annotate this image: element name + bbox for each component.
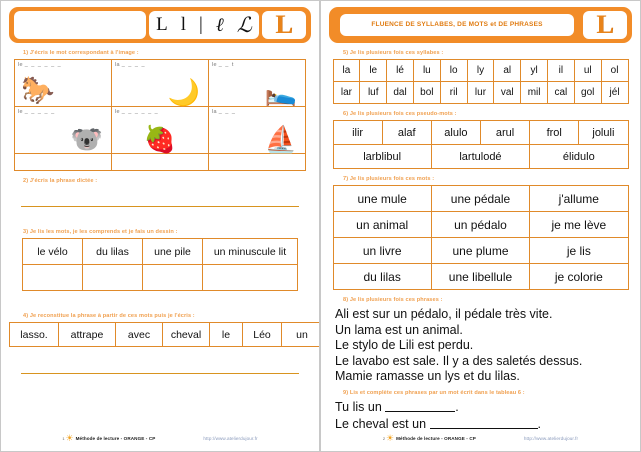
exercise-9-label: 9) Lis et complète ces phrases par un mot écrit dans le tableau 6 : — [343, 389, 525, 396]
table-row — [333, 212, 628, 238]
footer-method-name: Méthode de lecture - ORANGE - CP — [396, 436, 476, 441]
table-row — [15, 107, 306, 154]
syllable-cell[interactable]: lu — [413, 60, 440, 82]
table-row — [15, 154, 306, 171]
word-cell[interactable]: un livre — [333, 238, 431, 264]
complete-line-1-text: Tu lis un — [335, 399, 382, 414]
horse-icon: 🐎 — [21, 75, 55, 105]
exercise-6-pseudowords-table — [333, 120, 629, 169]
exercise-7-label: 7) Je lis plusieurs fois ces mots : — [343, 176, 435, 182]
word-cell[interactable]: je lis — [530, 238, 628, 264]
syllable-cell[interactable]: ul — [574, 60, 601, 82]
complete-line-1-period: . — [455, 399, 459, 414]
image-cell-koala[interactable] — [15, 107, 112, 154]
cell-prefix: la — [115, 62, 120, 68]
table-row — [333, 60, 628, 82]
syllable-cell[interactable]: ol — [601, 60, 628, 82]
word-cell[interactable]: une mule — [333, 186, 431, 212]
word-cell[interactable]: une libellule — [431, 264, 529, 290]
phrase-line: Un lama est un animal. — [335, 322, 463, 337]
table-row — [333, 145, 628, 169]
syllable-cell[interactable]: lé — [387, 60, 414, 82]
word-cell[interactable]: du lilas — [333, 264, 431, 290]
table-row — [333, 238, 628, 264]
syllable-cell[interactable]: al — [494, 60, 521, 82]
letter-l-illustration-icon: L — [583, 11, 627, 39]
answer-cell[interactable] — [15, 154, 112, 171]
image-cell-voile[interactable] — [209, 107, 306, 154]
exercise-1-label: 1) J'écris le mot correspondant à l'image : — [23, 50, 139, 56]
cell-blank: _ _ t — [218, 62, 235, 68]
table-row — [15, 60, 306, 107]
image-cell-bed[interactable] — [209, 60, 306, 107]
complete-line-2-text: Le cheval est un — [335, 416, 427, 431]
word-cell[interactable]: un minuscule lit — [203, 239, 298, 265]
word-cell[interactable]: j'allume — [530, 186, 628, 212]
drawing-cell[interactable] — [203, 265, 298, 291]
answer-cell[interactable] — [112, 154, 209, 171]
image-cell-horse[interactable] — [15, 60, 112, 107]
word-cell[interactable]: lasso. — [10, 323, 59, 347]
syllable-cell[interactable]: ril — [440, 82, 467, 104]
pseudoword-cell[interactable]: alulo — [431, 121, 480, 145]
pseudoword-cell[interactable]: lartulodé — [431, 145, 529, 169]
cell-blank: _ _ _ _ _ — [24, 109, 56, 115]
exercise-2-label: 2) J'écris la phrase dictée : — [23, 178, 98, 184]
fluence-title-wrap — [334, 11, 580, 39]
word-cell[interactable]: je me lève — [530, 212, 628, 238]
sentence-writing-line[interactable] — [21, 373, 299, 374]
exercise-5-label: 5) Je lis plusieurs fois ces syllabes : — [343, 50, 444, 56]
phrase-line: Mamie ramasse un lys et du lilas. — [335, 369, 520, 383]
syllable-cell[interactable]: cal — [548, 82, 575, 104]
exercise-4-label: 4) Je reconstitue la phrase à partir de ces mots puis je l'écris : — [23, 313, 195, 319]
right-page-footer — [321, 434, 640, 443]
image-cell-lavabo[interactable] — [112, 107, 209, 154]
word-cell[interactable]: avec — [116, 323, 163, 347]
complete-line-1 — [335, 399, 632, 416]
syllable-cell[interactable]: mil — [521, 82, 548, 104]
syllable-cell[interactable]: bol — [413, 82, 440, 104]
footer-method-name: Méthode de lecture - ORANGE - CP — [75, 436, 156, 441]
table-row — [333, 264, 628, 290]
cell-prefix: le — [18, 109, 23, 115]
exercise-5-syllables-table — [333, 59, 629, 104]
complete-line-2 — [335, 416, 632, 433]
syllable-cell[interactable]: val — [494, 82, 521, 104]
word-cell[interactable]: une pédale — [431, 186, 529, 212]
table-row — [333, 186, 628, 212]
pseudoword-cell[interactable]: frol — [530, 121, 579, 145]
syllable-cell[interactable]: lar — [333, 82, 360, 104]
pseudoword-cell[interactable]: ilir — [333, 121, 382, 145]
letter-separator: | — [199, 14, 203, 35]
letter-cursive-uppercase: ℒ — [236, 13, 252, 37]
exercise-8-label: 8) Je lis plusieurs fois ces phrases : — [343, 297, 443, 303]
cell-prefix: le — [115, 109, 120, 115]
drawing-cell[interactable] — [23, 265, 83, 291]
word-cell[interactable]: le — [210, 323, 243, 347]
phrase-line: Le stylo de Lili est perdu. — [335, 338, 474, 352]
pseudoword-cell[interactable]: arul — [480, 121, 529, 145]
word-cell[interactable]: une pile — [143, 239, 203, 265]
letter-forms-box — [149, 11, 259, 39]
phrase-line: Le lavabo est sale. Il y a des saletés dessus. — [335, 353, 583, 368]
cell-blank: _ _ _ — [218, 109, 236, 115]
word-cell[interactable]: Léo — [243, 323, 282, 347]
left-page-footer — [1, 434, 319, 443]
word-cell[interactable]: cheval — [163, 323, 210, 347]
exercise-7-words-table — [333, 185, 629, 290]
table-row — [23, 239, 298, 265]
letter-print-uppercase: L — [156, 14, 168, 35]
syllable-cell[interactable]: gol — [574, 82, 601, 104]
complete-line-1-blank[interactable] — [385, 400, 455, 412]
table-row — [333, 82, 628, 104]
word-cell[interactable]: une plume — [431, 238, 529, 264]
exercise-1-image-grid — [14, 59, 306, 171]
complete-line-2-blank[interactable] — [430, 417, 538, 429]
syllable-cell[interactable]: lur — [467, 82, 494, 104]
sun-smiley-icon: ☀ — [65, 433, 74, 443]
syllable-cell[interactable]: la — [333, 60, 360, 82]
exercise-4-words-table — [9, 322, 320, 347]
image-cell-moon[interactable] — [112, 60, 209, 107]
drawing-cell[interactable] — [143, 265, 203, 291]
fluence-title: FLUENCE DE SYLLABES, DE MOTS et DE PHRASES — [340, 14, 574, 37]
table-row — [10, 323, 321, 347]
sun-smiley-icon: ☀ — [386, 433, 395, 443]
syllable-cell[interactable]: le — [360, 60, 387, 82]
cell-blank: _ _ _ _ _ _ — [121, 109, 159, 115]
koala-icon: 🐨 — [70, 124, 103, 154]
cell-prefix: la — [212, 109, 217, 115]
word-cell[interactable]: je colorie — [530, 264, 628, 290]
table-row — [23, 265, 298, 291]
footer-url: http://www.atelierdujour.fr — [523, 436, 579, 441]
cell-blank: _ _ _ _ — [121, 62, 146, 68]
right-page — [320, 0, 641, 452]
footer-url: http://www.atelierdujour.fr — [203, 436, 258, 441]
complete-line-2-period: . — [537, 416, 542, 431]
exercise-8-phrases — [335, 307, 632, 385]
word-cell[interactable]: le vélo — [23, 239, 83, 265]
word-cell[interactable]: du lilas — [83, 239, 143, 265]
syllable-cell[interactable]: dal — [387, 82, 414, 104]
syllable-cell[interactable]: jél — [601, 82, 628, 104]
dictation-writing-line[interactable] — [21, 206, 299, 207]
right-page-header-banner — [329, 7, 632, 43]
syllable-cell[interactable]: ly — [467, 60, 494, 82]
answer-cell[interactable] — [209, 154, 306, 171]
syllable-cell[interactable]: lo — [440, 60, 467, 82]
cell-prefix: le — [212, 62, 217, 68]
word-cell[interactable]: un animal — [333, 212, 431, 238]
word-cell[interactable]: un — [282, 323, 321, 347]
exercise-3-words-table — [22, 238, 298, 291]
letter-print-lowercase: l — [180, 14, 187, 35]
word-cell[interactable]: attrape — [59, 323, 116, 347]
phrase-line: Ali est sur un pédalo, il pédale très vite. — [335, 307, 553, 321]
page-number: 1 — [62, 436, 65, 441]
voile-icon: ⛵ — [264, 124, 297, 154]
table-row — [333, 121, 628, 145]
pseudoword-cell[interactable]: élidulo — [530, 145, 628, 169]
word-cell[interactable]: un pédalo — [431, 212, 529, 238]
exercise-9-complete — [335, 399, 632, 433]
cell-blank: _ _ _ _ _ _ — [24, 62, 62, 68]
left-page — [0, 0, 320, 452]
left-page-header-banner — [9, 7, 311, 43]
syllable-cell[interactable]: il — [548, 60, 575, 82]
pseudoword-cell[interactable]: joluli — [579, 121, 628, 145]
exercise-3-label: 3) Je lis les mots, je les comprends et je fais un dessin : — [23, 229, 178, 235]
exercise-6-label: 6) Je lis plusieurs fois ces pseudo-mots : — [343, 111, 457, 117]
pseudoword-cell[interactable]: alaf — [382, 121, 431, 145]
bed-icon: 🛌 — [264, 77, 297, 107]
page-number: 2 — [382, 436, 386, 441]
drawing-cell[interactable] — [83, 265, 143, 291]
syllable-cell[interactable]: luf — [360, 82, 387, 104]
cell-prefix: le — [18, 62, 23, 68]
syllable-cell[interactable]: yl — [521, 60, 548, 82]
moon-icon: 🌙 — [167, 77, 200, 107]
header-blank-box[interactable] — [14, 11, 146, 39]
lavabo-icon: 🍓 — [143, 124, 177, 154]
pseudoword-cell[interactable]: larblibul — [333, 145, 431, 169]
letter-l-illustration-icon: L — [262, 11, 306, 39]
letter-cursive-lowercase: ℓ — [215, 13, 224, 36]
